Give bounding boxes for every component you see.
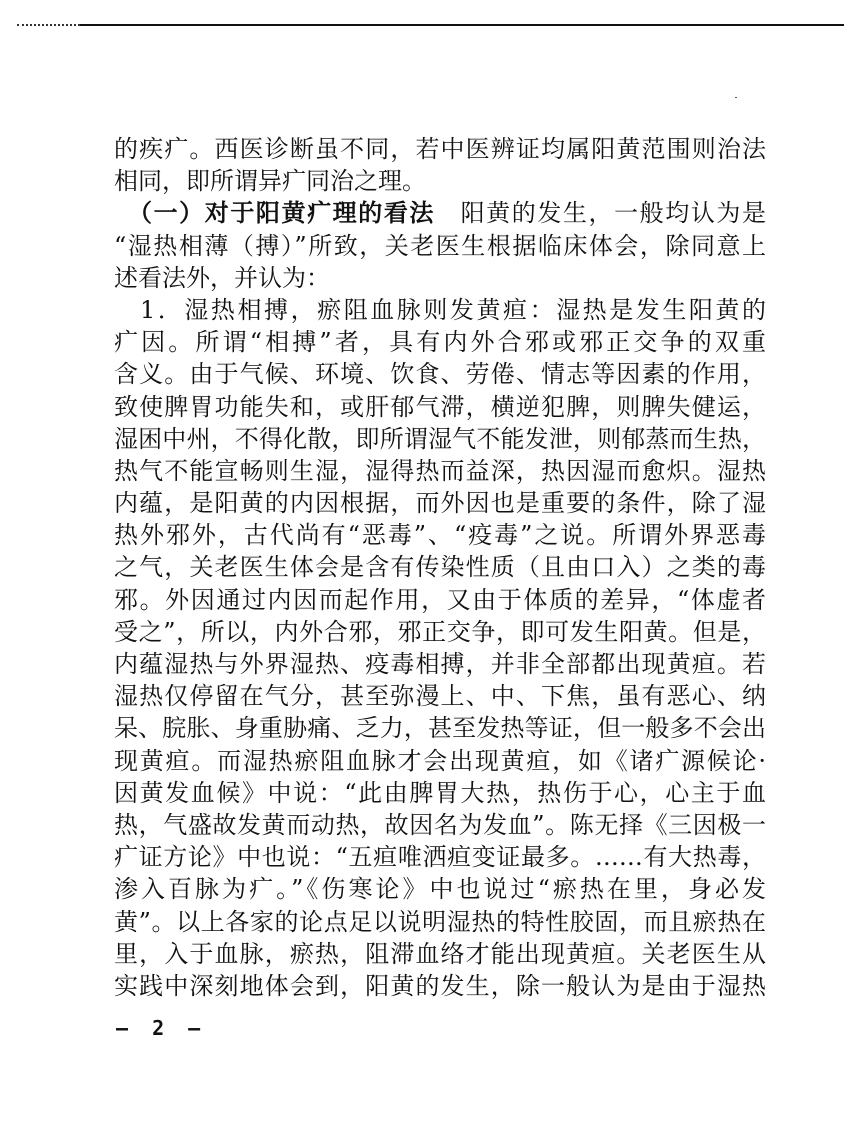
body-line: 渗入百脉为疒。”《伤寒论》中也说过“瘀热在里，身必发 (114, 875, 766, 904)
body-line: 湿热仅停留在气分，甚至弥漫上、中、下焦，虽有恶心、纳 (114, 682, 766, 711)
body-line: 湿困中州，不得化散，即所谓湿气不能发泄，则郁蒸而生热， (114, 424, 766, 453)
body-line: 致使脾胃功能失和，或肝郁气滞，横逆犯脾，则脾失健运， (114, 392, 766, 421)
body-line: 疒证方论》中也说：“五疸唯洒疸变证最多。……有大热毒， (114, 843, 766, 872)
body-line: 黄”。以上各家的论点足以说明湿热的特性胶固，而且瘀热在 (114, 907, 766, 936)
body-line: 1．湿热相搏，瘀阻血脉则发黄疸：湿热是发生阳黄的 (140, 295, 766, 324)
body-line: 相同，即所谓异疒同治之理。 (114, 167, 426, 196)
body-line: 内蕴湿热与外界湿热、疫毒相搏，并非全部都出现黄疸。若 (114, 650, 766, 678)
body-line: 含义。由于气候、环境、饮食、劳倦、情志等因素的作用， (114, 360, 766, 389)
body-line: 里，入于血脉，瘀热，阻滞血络才能出现黄疸。关老医生从 (114, 939, 766, 968)
page-number: — 2 — (116, 1016, 207, 1040)
section-heading: （一）对于阳黄疒理的看法 (128, 199, 435, 228)
section-heading-text: 阳黄的发生，一般均认为是 (435, 199, 766, 228)
body-line: 现黄疸。而湿热瘀阻血脉才会出现黄疸，如《诸疒源候论· (114, 746, 766, 775)
body-line: “湿热相薄（搏）”所致，关老医生根据临床体会，除同意上 (114, 231, 766, 260)
body-line: 实践中深刻地体会到，阳黄的发生，除一般认为是由于湿热 (114, 971, 766, 1000)
page-body (114, 133, 766, 1002)
body-line: 因黄发血候》中说：“此由脾胃大热，热伤于心，心主于血 (114, 778, 766, 807)
body-line: 内蕴，是阳黄的内因根据，而外因也是重要的条件，除了湿 (114, 489, 766, 518)
body-line: 述看法外，并认为： (114, 263, 330, 292)
body-line: 热，气盛故发黄而动热，故因名为发血”。陈无择《三因极一 (114, 810, 766, 839)
body-line: 受之”，所以，内外合邪，邪正交争，即可发生阳黄。但是， (114, 617, 766, 646)
body-line: 疒因。所谓“相搏”者，具有内外合邪或邪正交争的双重 (114, 328, 766, 357)
body-line: 热气不能宣畅则生湿，湿得热而益深，热因湿而愈炽。湿热 (114, 456, 766, 485)
body-line: 的疾疒。西医诊断虽不同，若中医辨证均属阳黄范围则治法 (114, 135, 766, 163)
header-rule-dotted (17, 24, 80, 26)
body-line: 呆、脘胀、身重胁痛、乏力，甚至发热等证，但一般多不会出 (114, 714, 766, 743)
body-line: 之气，关老医生体会是含有传染性质（且由口入）之类的毒 (114, 553, 766, 582)
section-heading-line (114, 197, 766, 229)
body-line: 邪。外因通过内因而起作用，又由于体质的差异，“体虚者 (114, 585, 766, 614)
scan-speck (735, 97, 737, 98)
body-line: 热外邪外，古代尚有“恶毒”、“疫毒”之说。所谓外界恶毒 (114, 521, 766, 550)
header-rule (80, 24, 844, 26)
